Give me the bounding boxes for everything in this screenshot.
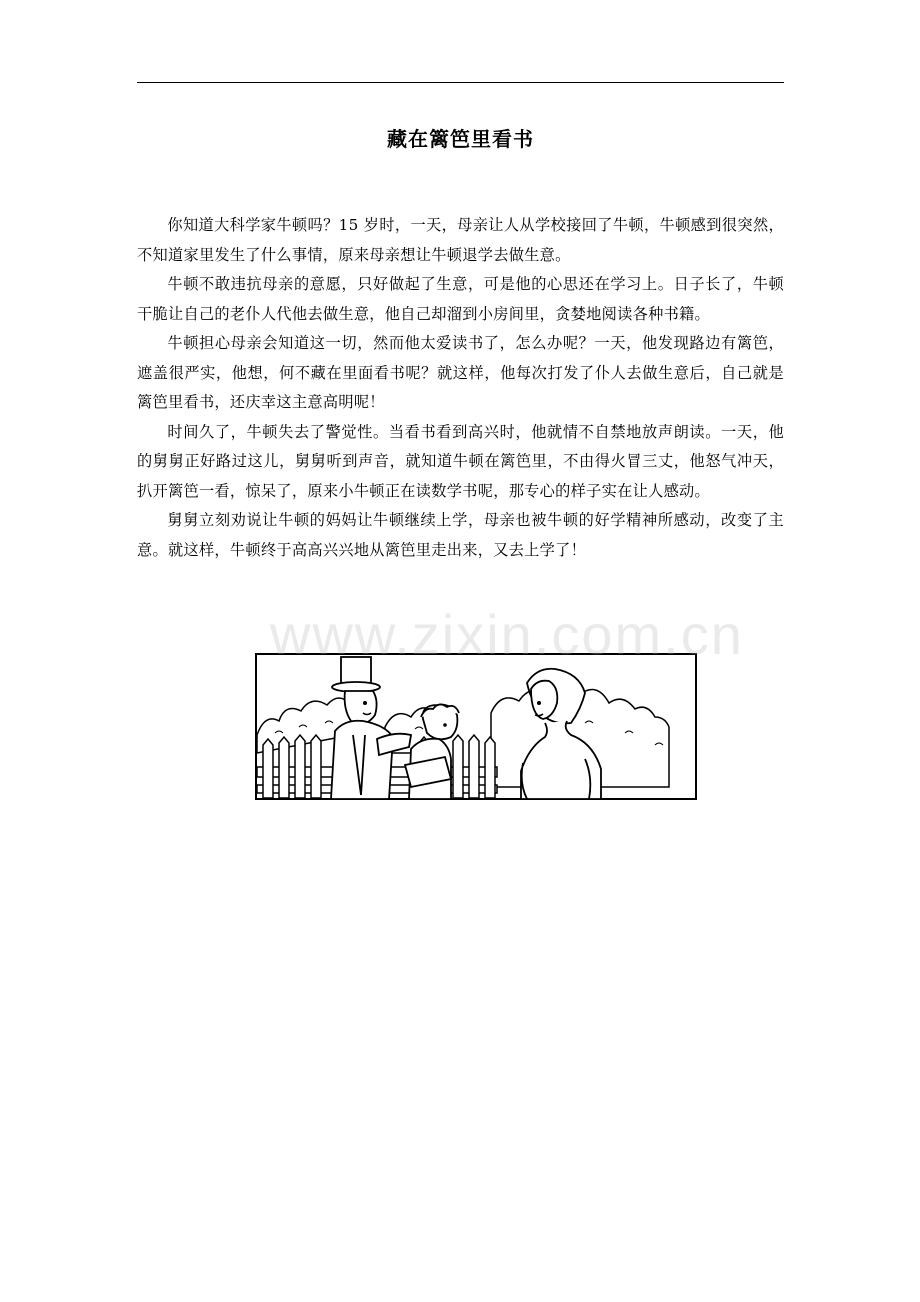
page-title: 藏在篱笆里看书	[387, 127, 534, 151]
header-rule	[137, 82, 784, 83]
paragraph-5: 舅舅立刻劝说让牛顿的妈妈让牛顿继续上学，母亲也被牛顿的好学精神所感动，改变了主意。就这样，牛顿终于高高兴兴地从篱笆里走出来，又去上学了！	[137, 511, 784, 559]
paragraph-2: 牛顿不敢违抗母亲的意愿，只好做起了生意，可是他的心思还在学习上。日子长了，牛顿干脆让自己的老仆人代他去做生意，他自己却溜到小房间里，贪婪地阅读各种书籍。	[137, 275, 784, 323]
paragraph-4: 时间久了，牛顿失去了警觉性。当看书看到高兴时，他就情不自禁地放声朗读。一天，他的舅舅正好路过这儿，舅舅听到声音，就知道牛顿在篱笆里，不由得火冒三丈，他怒气冲天，扒开篱笆一看，惊呆了，原来小牛顿正在读数学书呢，那专心的样子实在让人感动。	[137, 422, 784, 500]
newton-fence-illustration	[255, 653, 697, 800]
article-body	[137, 211, 784, 565]
paragraph-1: 你知道大科学家牛顿吗？15 岁时，一天，母亲让人从学校接回了牛顿，牛顿感到很突然，不知道家里发生了什么事情，原来母亲想让牛顿退学去做生意。	[137, 216, 784, 264]
watermark: www.zixin.com.cn	[270, 603, 744, 666]
paragraph-3: 牛顿担心母亲会知道这一切，然而他太爱读书了，怎么办呢？一天，他发现路边有篱笆，遮盖很严实，他想，何不藏在里面看书呢？就这样，他每次打发了仆人去做生意后，自己就是篱笆里看书，还庆幸这主意高明呢！	[137, 334, 784, 411]
